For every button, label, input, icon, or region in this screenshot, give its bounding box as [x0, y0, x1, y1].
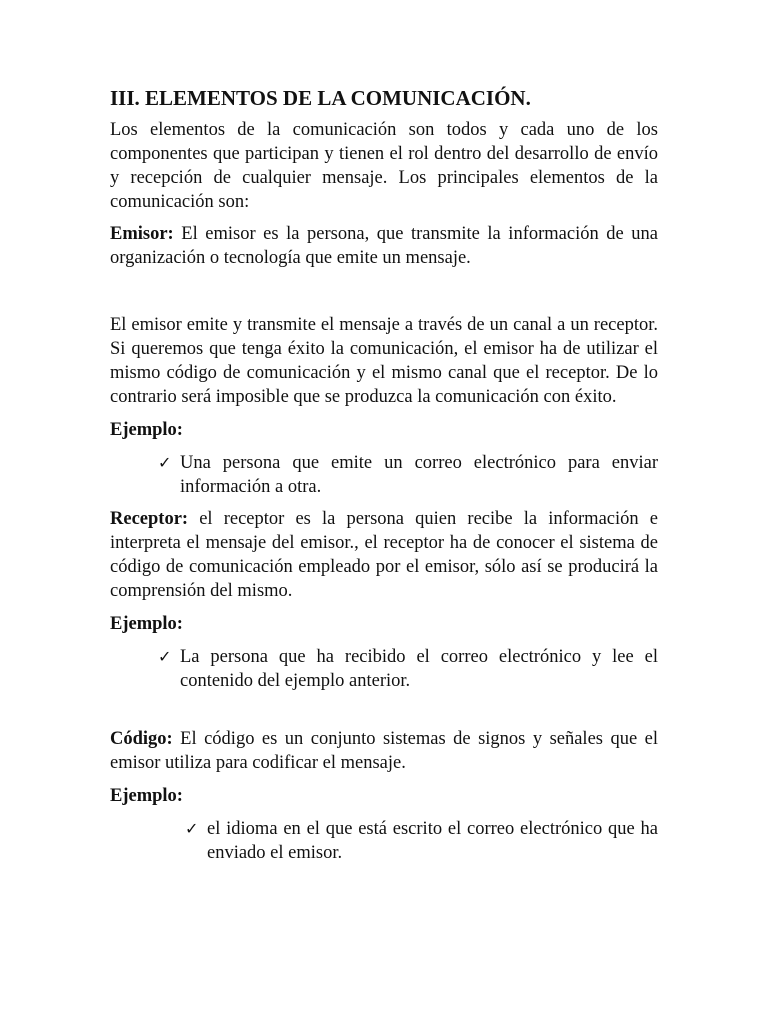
receptor-definition: [110, 507, 658, 603]
receptor-example-label: Ejemplo:: [110, 614, 183, 634]
emisor-definition: [110, 222, 658, 270]
codigo-example-text: el idioma en el que está escrito el correo electrónico que ha enviado el emisor.: [207, 819, 658, 863]
receptor-example-item: [110, 645, 658, 693]
checkmark-icon: ✓: [185, 819, 199, 838]
codigo-term: Código:: [110, 729, 173, 749]
emisor-term: Emisor:: [110, 224, 174, 244]
checkmark-icon: ✓: [158, 453, 172, 472]
emisor-example-text: Una persona que emite un correo electrónico para enviar información a otra.: [180, 453, 658, 497]
receptor-term: Receptor:: [110, 509, 189, 529]
checkmark-icon: ✓: [158, 647, 172, 666]
emisor-definition-text: El emisor es la persona, que transmite la información de una organización o tecnología que emite un mensaje.: [110, 224, 658, 268]
emisor-example-label: Ejemplo:: [110, 420, 183, 440]
codigo-example-item: [110, 817, 658, 865]
receptor-definition-text: el receptor es la persona quien recibe la información e interpreta el mensaje del emisor., el receptor ha de conocer el sistema de código de comunicación empleado por el emisor, sólo así se producirá la comprensión del mismo.: [110, 509, 658, 601]
emisor-example-item: [110, 451, 658, 499]
intro-paragraph: Los elementos de la comunicación son todos y cada uno de los componentes que participan y tienen el rol dentro del desarrollo de envío y recepción de cualquier mensaje. Los principales elementos de la comunicación son:: [110, 120, 658, 212]
receptor-example-text: La persona que ha recibido el correo electrónico y lee el contenido del ejemplo anterior.: [180, 647, 658, 691]
codigo-definition: [110, 727, 658, 775]
codigo-example-label: Ejemplo:: [110, 786, 183, 806]
codigo-definition-text: El código es un conjunto sistemas de signos y señales que el emisor utiliza para codificar el mensaje.: [110, 729, 658, 773]
emisor-detail-paragraph: El emisor emite y transmite el mensaje a través de un canal a un receptor. Si queremos que tenga éxito la comunicación, el emisor ha de utilizar el mismo código de comunicación y el mismo canal que el receptor. De lo contrario será imposible que se produzca la comunicación con éxito.: [110, 315, 658, 407]
section-heading: III. ELEMENTOS DE LA COMUNICACIÓN.: [110, 86, 531, 110]
